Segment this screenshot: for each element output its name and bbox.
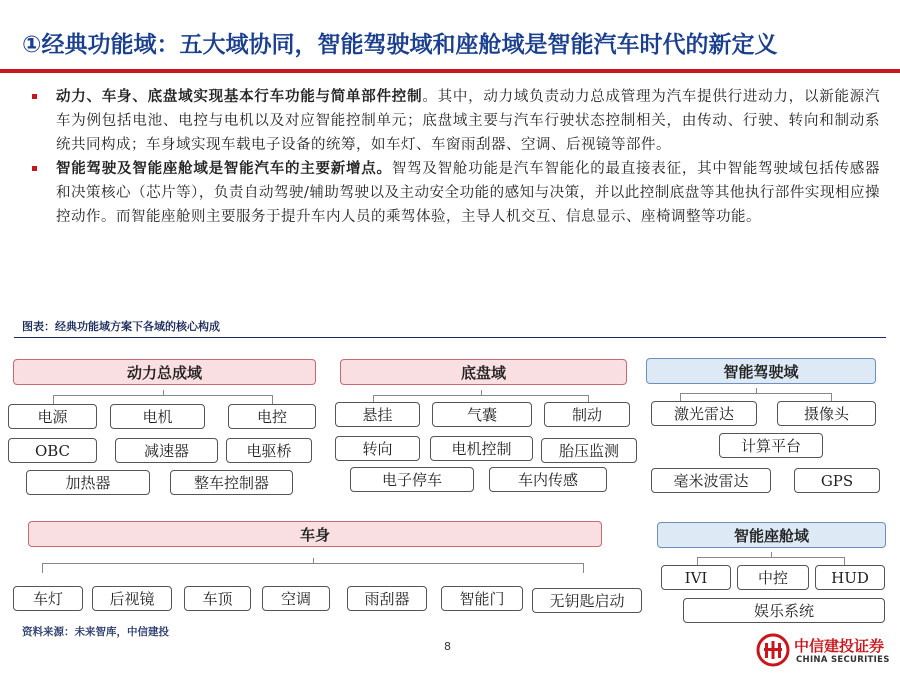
cockpit-domain-header: 智能座舱域 <box>657 522 886 548</box>
company-logo <box>756 633 892 669</box>
adas-item: 毫米波雷达 <box>651 468 771 493</box>
chassis-domain-header: 底盘域 <box>340 359 627 385</box>
logo-chinese-name: 中信建投证券 <box>794 637 885 655</box>
page-number: 8 <box>444 640 451 653</box>
logo-english-name: CHINA SECURITIES <box>796 655 890 665</box>
power-item: 加热器 <box>26 470 150 495</box>
cockpit-item: HUD <box>815 565 885 590</box>
body-item: 车灯 <box>13 586 83 611</box>
power-item: 整车控制器 <box>170 470 293 495</box>
bullet-heading: 动力、车身、底盘域实现基本行车功能与简单部件控制 <box>56 89 423 105</box>
chassis-item: 胎压监测 <box>541 438 637 463</box>
chassis-item: 电子停车 <box>350 467 474 492</box>
body-item: 无钥匙启动 <box>532 588 642 613</box>
adas-item: GPS <box>794 468 880 493</box>
chassis-item: 电机控制 <box>430 436 533 461</box>
adas-item: 摄像头 <box>777 401 876 426</box>
bullet-item <box>30 85 880 157</box>
adas-item: 激光雷达 <box>651 401 757 426</box>
adas-domain-header: 智能驾驶域 <box>646 358 876 384</box>
cockpit-item: 中控 <box>737 565 809 590</box>
logo-emblem-icon <box>756 633 790 667</box>
power-item: 电控 <box>228 404 316 429</box>
body-item: 车顶 <box>184 586 251 611</box>
figure-divider <box>14 337 886 338</box>
power-domain-header: 动力总成域 <box>13 359 316 385</box>
body-item: 空调 <box>262 586 330 611</box>
source-note: 资料来源：未来智库，中信建投 <box>22 626 169 638</box>
power-item: 电源 <box>8 404 97 429</box>
body-domain-bracket <box>42 563 584 573</box>
bullet-text: 智驾及智舱功能是汽车智能化的最直接表征，其中智能驾驶域包括传感器和决策核心（芯片等），负责自动驾驶/辅助驾驶以及主动安全功能的感知与决策，并以此控制底盘等其他执行部件实现相应操控动作。而智能座舱则主要服务于提升车内人员的乘驾体验，主导人机交互、信息显示、座椅调整等功能。 <box>56 161 880 225</box>
body-item: 后视镜 <box>92 586 172 611</box>
chassis-item: 悬挂 <box>335 402 420 427</box>
body-item: 雨刮器 <box>347 586 427 611</box>
title-divider <box>0 69 900 73</box>
power-item: 减速器 <box>115 438 218 463</box>
page-title: ①经典功能域：五大域协同，智能驾驶域和座舱域是智能汽车时代的新定义 <box>22 32 778 58</box>
bullet-list <box>30 85 880 229</box>
bullet-item <box>30 157 880 229</box>
adas-item: 计算平台 <box>719 433 823 458</box>
chassis-item: 转向 <box>335 436 420 461</box>
chassis-item: 气囊 <box>432 402 532 427</box>
body-domain-header: 车身 <box>28 521 602 547</box>
chassis-item: 制动 <box>544 402 630 427</box>
body-item: 智能门 <box>441 586 523 611</box>
cockpit-item: IVI <box>661 565 731 590</box>
figure-caption: 图表：经典功能域方案下各域的核心构成 <box>22 320 220 333</box>
bullet-heading: 智能驾驶及智能座舱域是智能汽车的主要新增点。 <box>56 161 392 177</box>
cockpit-item: 娱乐系统 <box>683 598 885 623</box>
bullet-text: 。其中，动力域负责动力总成管理为汽车提供行进动力，以新能源汽车为例包括电池、电控与电机以及对应智能控制单元；底盘域主要与汽车行驶状态控制相关，由传动、行驶、转向和制动系统共同构成；车身域实现车载电子设备的统筹，如车灯、车窗雨刮器、空调、后视镜等部件。 <box>56 89 881 153</box>
chassis-item: 车内传感 <box>489 467 607 492</box>
power-item: OBC <box>8 438 97 463</box>
power-item: 电机 <box>110 404 205 429</box>
power-item: 电驱桥 <box>226 438 312 463</box>
